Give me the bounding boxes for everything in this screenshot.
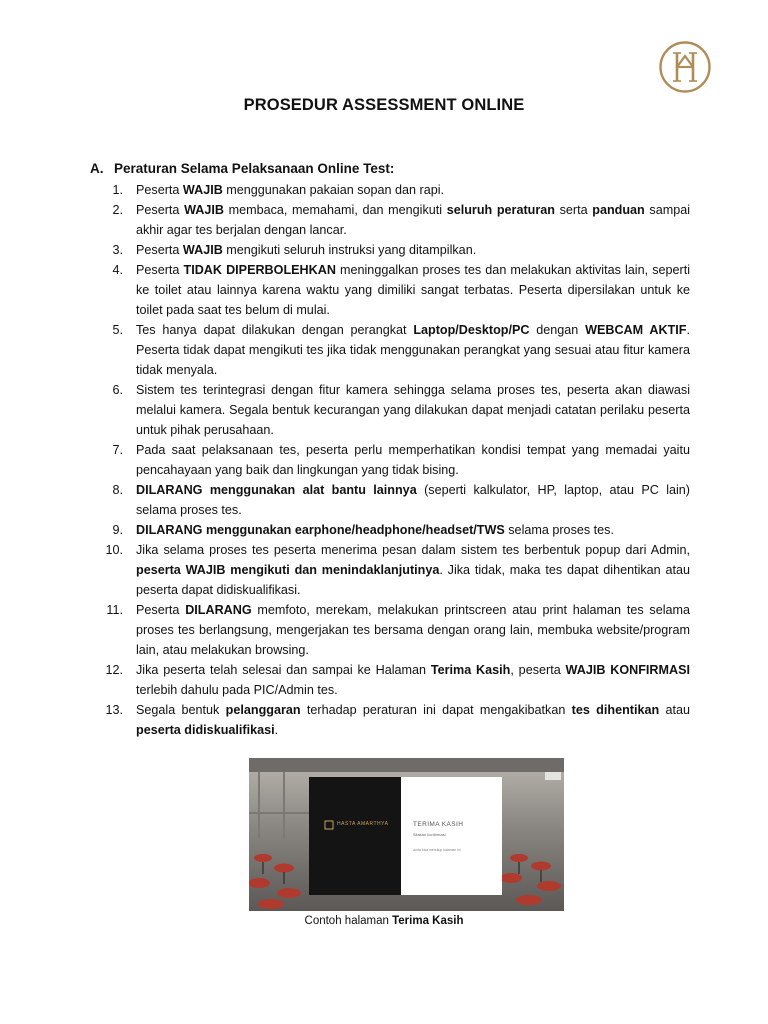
rule-number: 7. — [112, 443, 123, 457]
rule-item — [90, 260, 690, 320]
thank-you-page-screenshot — [249, 758, 564, 911]
rule-text: meninggalkan proses tes dan melakukan aktivitas lain, seperti ke toilet atau lainnya karena waktu yang dimiliki sangat terbatas. Peserta dipersilakan untuk ke toilet pada saat tes belum di mulai. — [136, 263, 690, 317]
rule-text-bold: peserta WAJIB mengikuti dan menindaklanjutinya — [136, 563, 440, 577]
rule-number: 5. — [112, 323, 123, 337]
rule-text-bold: WAJIB — [184, 203, 224, 217]
page-title: PROSEDUR ASSESSMENT ONLINE — [243, 96, 525, 114]
rule-text-bold: WAJIB KONFIRMASI — [565, 663, 690, 677]
rule-text-bold: WEBCAM AKTIF — [585, 323, 687, 337]
rule-text-bold: DILARANG menggunakan alat bantu lainnya — [136, 483, 417, 497]
rule-number: 6. — [112, 383, 123, 397]
rule-number: 8. — [112, 483, 123, 497]
rule-text-bold: DILARANG — [185, 603, 252, 617]
rule-text: Jika peserta telah selesai dan sampai ke Halaman — [136, 663, 431, 677]
rule-item — [90, 180, 690, 200]
ha-monogram-logo — [658, 40, 712, 94]
rule-text: Pada saat pelaksanaan tes, peserta perlu memperhatikan kondisi tempat yang memadai yaitu pencahayaan yang baik dan lingkungan yang tidak bising. — [136, 443, 690, 477]
figure-subheading: Silakan konfirmasi — [413, 832, 446, 837]
rule-text: atau — [659, 703, 690, 717]
figure-heading: TERIMA KASIH — [413, 821, 464, 828]
rule-text: selama proses tes. — [504, 523, 614, 537]
rule-text: terlebih dahulu pada PIC/Admin tes. — [136, 683, 338, 697]
rule-number: 2. — [112, 203, 123, 217]
rule-text: . — [274, 723, 279, 737]
rule-text: Peserta — [136, 263, 184, 277]
rule-text: . Jika tidak, maka tes dapat dihentikan atau peserta dapat didiskualifikasi. — [136, 563, 690, 597]
rules-section — [90, 158, 690, 740]
caption-prefix: Contoh halaman — [304, 915, 393, 927]
rule-number: 4. — [112, 263, 123, 277]
rule-text: Peserta — [136, 243, 183, 257]
rule-text-bold: Laptop/Desktop/PC — [413, 323, 530, 337]
rule-item — [90, 320, 690, 380]
rule-text: mengikuti seluruh instruksi yang ditampilkan. — [222, 243, 477, 257]
rule-text: , peserta — [510, 663, 566, 677]
rule-text-bold: Terima Kasih — [430, 663, 511, 677]
rule-text: (seperti kalkulator, HP, laptop, atau PC lain) selama proses tes. — [136, 483, 690, 517]
rule-text: Tes hanya dapat dilakukan dengan perangkat — [136, 323, 414, 337]
rule-text: sampai akhir agar tes berjalan dengan lancar. — [136, 203, 691, 237]
rule-text: Jika selama proses tes peserta menerima pesan dalam sistem tes berbentuk popup dari Admin, — [136, 543, 690, 557]
rule-text-bold: TIDAK DIPERBOLEHKAN — [183, 263, 336, 277]
rule-number: 10. — [105, 543, 123, 557]
rule-item — [90, 480, 690, 520]
rule-text: . Peserta tidak dapat mengikuti tes jika tidak menggunakan perangkat yang sesuai atau fitur kamera tidak menyala. — [136, 323, 691, 377]
figure-brand-text: HASTA AMARTHYA — [337, 821, 389, 827]
rule-text: Peserta — [136, 203, 185, 217]
rule-text-bold: WAJIB — [182, 183, 223, 197]
rule-item — [90, 240, 690, 260]
rule-text: terhadap peraturan ini dapat mengakibatkan — [300, 703, 572, 717]
rule-number: 3. — [112, 243, 123, 257]
section-heading — [90, 158, 690, 180]
rule-number: 1. — [112, 183, 123, 197]
rule-number: 11. — [106, 603, 123, 617]
rule-item — [90, 700, 690, 740]
rule-text-bold: peserta didiskualifikasi — [136, 723, 275, 737]
rule-item — [90, 200, 690, 240]
rule-item — [90, 440, 690, 480]
rule-item — [90, 600, 690, 660]
rule-text-bold: WAJIB — [182, 243, 223, 257]
figure-caption — [0, 915, 768, 927]
rule-item — [90, 380, 690, 440]
rule-text: serta — [554, 203, 593, 217]
section-letter: A. — [90, 161, 104, 176]
rule-number: 12. — [105, 663, 123, 677]
rule-text: Segala bentuk — [136, 703, 226, 717]
rule-number: 9. — [112, 523, 123, 537]
caption-bold: Terima Kasih — [392, 915, 464, 927]
rule-item — [90, 660, 690, 700]
rule-text-bold: panduan — [592, 203, 645, 217]
rule-text: Sistem tes terintegrasi dengan fitur kamera sehingga selama proses tes, peserta akan diawasi melalui kamera. Segala bentuk kecurangan yang dilakukan dapat menjadi catatan perilaku peserta untuk pihak perusahaan. — [136, 383, 690, 437]
rule-text-bold: tes dihentikan — [571, 703, 660, 717]
rule-text: dengan — [529, 323, 586, 337]
brand-panel — [309, 777, 401, 895]
classroom-background — [249, 758, 564, 911]
rule-text: Peserta — [136, 183, 183, 197]
rule-text: membaca, memahami, dan mengikuti — [223, 203, 447, 217]
section-heading-text: Peraturan Selama Pelaksanaan Online Test: — [114, 161, 395, 176]
rule-text-bold: DILARANG menggunakan earphone/headphone/headset/TWS — [136, 523, 505, 537]
rule-item — [90, 540, 690, 600]
rule-text: Peserta — [136, 603, 186, 617]
rule-number: 13. — [105, 703, 123, 717]
rule-text-bold: seluruh peraturan — [446, 203, 555, 217]
rule-item — [90, 520, 690, 540]
rule-text: memfoto, merekam, melakukan printscreen atau print halaman tes selama proses tes berlangsung, mengerjakan tes bersama dengan orang lain, membuka website/program lain, atau melakukan browsing. — [136, 603, 690, 657]
rule-text-bold: pelanggaran — [225, 703, 301, 717]
figure-footer: Anda bisa menutup halaman ini — [413, 848, 461, 852]
rules-list — [90, 180, 690, 740]
rule-text: menggunakan pakaian sopan dan rapi. — [222, 183, 445, 197]
